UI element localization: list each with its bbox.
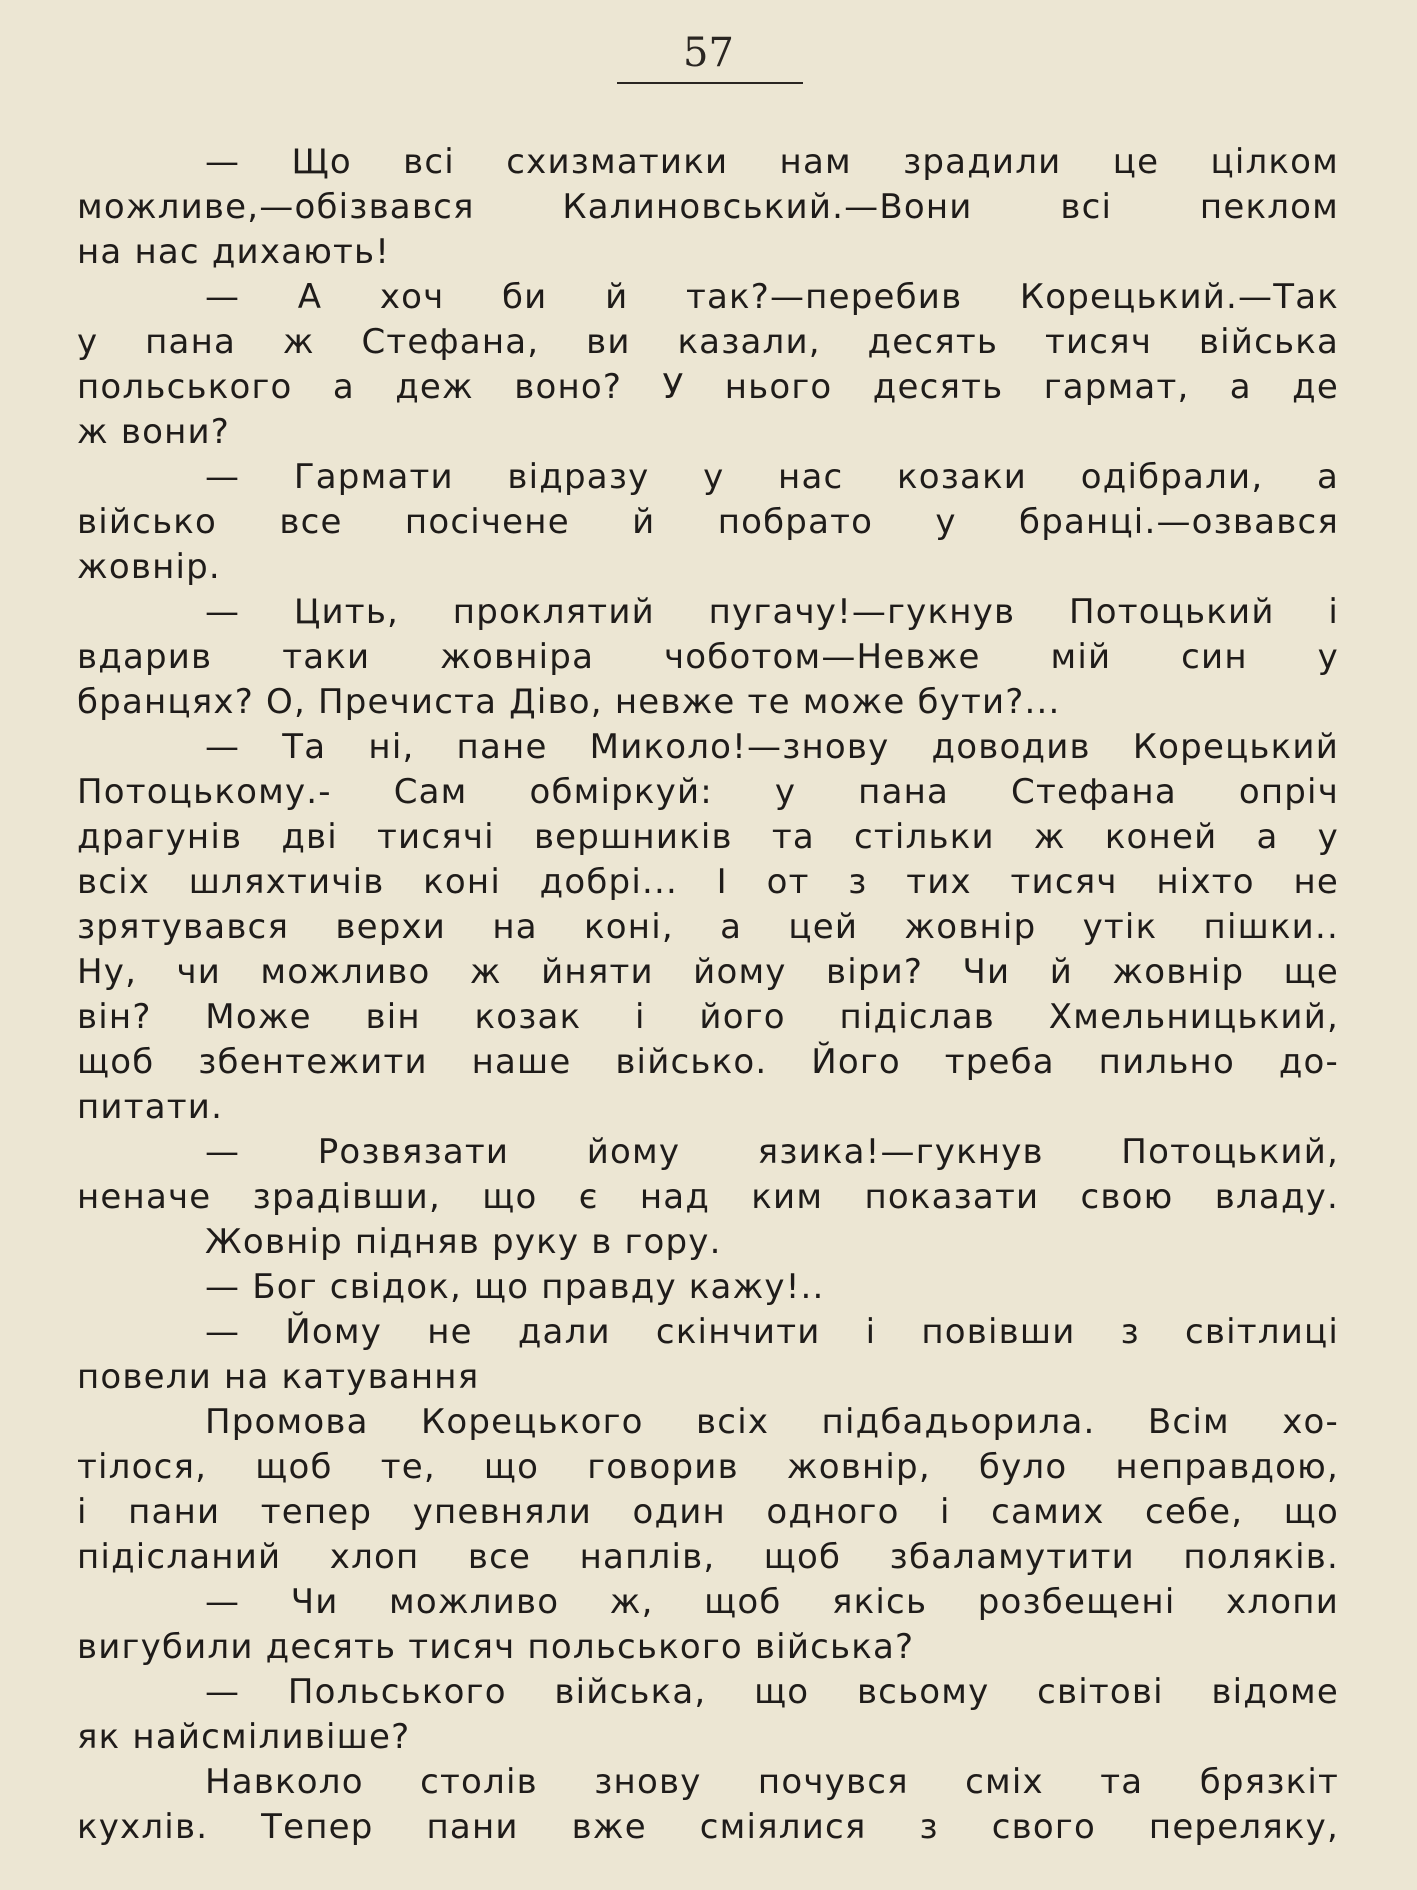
text-line: він? Може він козак і його підіслав Хмельницький, xyxy=(77,997,1339,1037)
text-line: — Та ні, пане Миколо!—знову доводив Корецький xyxy=(205,727,1339,767)
text-line: Потоцькому.- Сам обміркуй: у пана Стефана опріч xyxy=(77,772,1339,812)
page-number: 57 xyxy=(683,30,734,76)
text-line: повели на катування xyxy=(77,1357,480,1397)
text-line: як найсміливіше? xyxy=(77,1717,411,1757)
text-line: на нас дихають! xyxy=(77,232,391,272)
header-rule xyxy=(617,82,803,84)
text-line: ж вони? xyxy=(77,412,231,452)
text-line: питати. xyxy=(77,1087,224,1127)
text-line: можливе,—обізвався Калиновський.—Вони всі пеклом xyxy=(77,187,1339,227)
body-text xyxy=(77,140,1339,1850)
text-line: Промова Корецького всіх підбадьорила. Всім хо- xyxy=(205,1402,1339,1442)
text-line: — Що всі схизматики нам зрадили це цілком xyxy=(205,142,1339,182)
text-line: тілося, щоб те, що говорив жовнір, було неправдою, xyxy=(77,1447,1339,1487)
text-line: військо все посічене й побрато у бранці.—озвався xyxy=(77,502,1339,542)
text-line: польського а деж воно? У нього десять гармат, а де xyxy=(77,367,1339,407)
text-line: Навколо столів знову почувся сміх та брязкіт xyxy=(205,1762,1339,1802)
text-line: неначе зрадівши, що є над ким показати свою владу. xyxy=(77,1177,1339,1217)
text-line: драгунів дві тисячі вершників та стільки ж коней а у xyxy=(77,817,1339,857)
text-line: — Гармати відразу у нас козаки одібрали, а xyxy=(205,457,1339,497)
text-line: — Цить, проклятий пугачу!—гукнув Потоцький і xyxy=(205,592,1339,632)
text-line: — Йому не дали скінчити і повівши з світлиці xyxy=(205,1312,1339,1352)
text-line: всіх шляхтичів коні добрі... І от з тих тисяч ніхто не xyxy=(77,862,1339,902)
text-line: щоб збентежити наше військо. Його треба пильно до- xyxy=(77,1042,1339,1082)
text-line: — Розвязати йому язика!—гукнув Потоцький, xyxy=(205,1132,1339,1172)
text-line: — Чи можливо ж, щоб якісь розбещені хлопи xyxy=(205,1582,1339,1622)
text-line: — А хоч би й так?—перебив Корецький.—Так xyxy=(205,277,1339,317)
text-line: у пана ж Стефана, ви казали, десять тисяч війська xyxy=(77,322,1339,362)
text-line: вдарив таки жовніра чоботом—Невже мій син у xyxy=(77,637,1339,677)
text-line: підісланий хлоп все наплів, щоб збаламутити поляків. xyxy=(77,1537,1339,1577)
text-line: жовнір. xyxy=(77,547,221,587)
text-line: зрятувався верхи на коні, а цей жовнір утік пішки.. xyxy=(77,907,1339,947)
text-line: — Бог свідок, що правду кажу!.. xyxy=(205,1267,825,1307)
text-line: і пани тепер упевняли один одного і самих себе, що xyxy=(77,1492,1339,1532)
text-line: кухлів. Тепер пани вже сміялися з свого переляку, xyxy=(77,1807,1339,1847)
text-line: Ну, чи можливо ж йняти йому віри? Чи й жовнір ще xyxy=(77,952,1339,992)
text-line: — Польського війська, що всьому світові відоме xyxy=(205,1672,1339,1712)
text-line: бранцях? О, Пречиста Діво, невже те може бути?... xyxy=(77,682,1061,722)
text-line: Жовнір підняв руку в гору. xyxy=(205,1222,722,1262)
text-line: вигубили десять тисяч польського війська? xyxy=(77,1627,915,1667)
